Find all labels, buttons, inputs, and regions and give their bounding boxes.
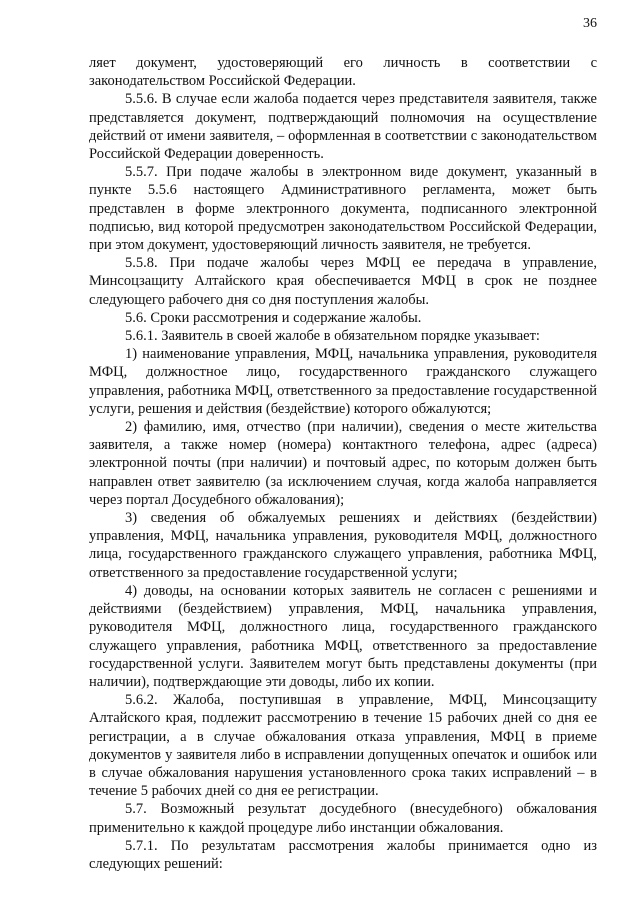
section-heading-5-6: 5.6. Сроки рассмотрения и содержание жалобы.: [125, 309, 422, 326]
list-item-3: 3) сведения об обжалуемых решениях и действиях (бездействии) управления, МФЦ, начальника управления, руководителя МФЦ, должностного лица, государственного гражданского служащего управления, работника МФЦ, ответственного за предоставление государственной услуги;: [89, 510, 597, 581]
list-item-4: 4) доводы, на основании которых заявитель не согласен с решениями и действиями (бездействием) управления, МФЦ, начальника управления, руководителя МФЦ, должностного лица, государственного гражданского служащего управления, работника МФЦ, ответственного за предоставление государственной услуги. Заявителем могут быть представлены документы (при наличии), подтверждающие эти доводы, либо их копии.: [89, 582, 597, 690]
paragraph-5-6-2: 5.6.2. Жалоба, поступившая в управление, МФЦ, Минсоцзащиту Алтайского края, подлежит рассмотрению в течение 15 рабочих дней со дня ее регистрации, а в случае обжалования отказа управления, МФЦ в приеме документов у заявителя либо в исправлении допущенных опечаток и ошибок или в случае обжалования нарушения установленного срока таких исправлений – в течение 5 рабочих дней со дня ее регистрации.: [89, 692, 597, 800]
paragraph-5-6-1: 5.6.1. Заявитель в своей жалобе в обязательном порядке указывает:: [125, 328, 540, 345]
list-item-2: 2) фамилию, имя, отчество (при наличии), сведения о месте жительства заявителя, а также номер (номера) контактного телефона, адрес (адреса) электронной почты (при наличии) и почтовый адрес, по которым должен быть направлен ответ заявителю (за исключением случая, когда жалоба направляется через портал Досудебного обжалования);: [89, 419, 597, 508]
paragraph-continuation: ляет документ, удостоверяющий его личность в соответствии с законодательством Российской Федерации.: [89, 55, 597, 90]
paragraph-5-5-7: 5.5.7. При подаче жалобы в электронном виде документ, указанный в пункте 5.5.6 настоящего Административного регламента, может быть представлен в форме электронного документа, подписанного электронной подписью, вид которой предусмотрен законодательством Российской Федерации, при этом документ, удостоверяющий личность заявителя, не требуется.: [89, 164, 597, 254]
section-heading-5-7: 5.7. Возможный результат досудебного (внесудебного) обжалования применительно к каждой процедуре либо инстанции обжалования.: [89, 801, 597, 836]
page-number: 36: [583, 16, 597, 31]
paragraph-5-5-8: 5.5.8. При подаче жалобы через МФЦ ее передача в управление, Минсоцзащиту Алтайского края обеспечивается МФЦ в срок не позднее следующего рабочего дня со дня поступления жалобы.: [89, 255, 597, 308]
document-body: [89, 54, 597, 873]
paragraph-5-7-1: 5.7.1. По результатам рассмотрения жалобы принимается одно из следующих решений:: [89, 837, 597, 872]
list-item-1: 1) наименование управления, МФЦ, начальника управления, руководителя МФЦ, должностное лицо, государственного гражданского служащего управления, работника МФЦ, ответственного за предоставление государственной услуги, решения и действия (бездействие) которого обжалуются;: [89, 346, 597, 417]
paragraph-5-5-6: 5.5.6. В случае если жалоба подается через представителя заявителя, также представляется документ, подтверждающий полномочия на осуществление действий от имени заявителя, – оформленная в соответствии с законодательством Российской Федерации доверенность.: [89, 91, 597, 163]
